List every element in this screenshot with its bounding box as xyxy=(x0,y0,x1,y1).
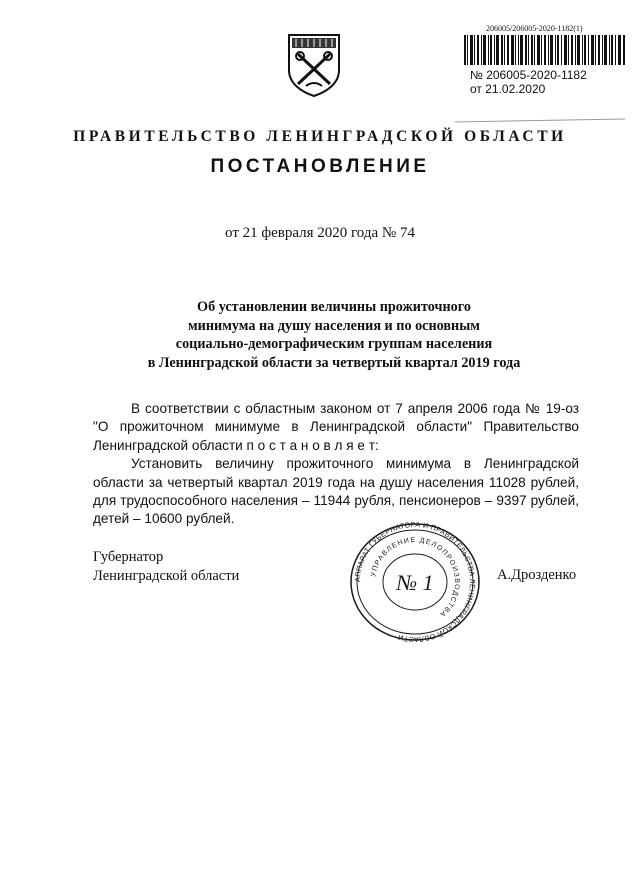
signer-position-line: Ленинградской области xyxy=(93,567,240,584)
document-date-number: от 21 февраля 2020 года № 74 xyxy=(225,225,415,241)
stamp-outer-text: АППАРАТ ГУБЕРНАТОРА И ПРАВИТЕЛЬСТВА ЛЕНИНГРАДСКОЙ ОБЛАСТИ xyxy=(352,520,478,644)
stamp-inner-text: УПРАВЛЕНИЕ ДЕЛОПРОИЗВОДСТВА xyxy=(370,536,461,619)
signer-position-line: Губернатор xyxy=(93,549,164,565)
subject-line: минимума на душу населения и по основным xyxy=(188,317,480,334)
subject-line: в Ленинградской области за четвертый квартал 2019 года xyxy=(147,354,521,371)
decision-paragraph: Установить величину прожиточного минимума в Ленинградской области за четвертый квартал 2019 года на душу населения 11028 рублей, для трудоспособного населения – 11944 рубля, пенсионеров – 9397 рублей, детей – 10600 рублей. xyxy=(93,456,579,527)
subject-line: Об установлении величины прожиточного xyxy=(197,299,471,315)
government-title: ПРАВИТЕЛЬСТВО ЛЕНИНГРАДСКОЙ ОБЛАСТИ xyxy=(73,128,567,145)
registration-date: от 21.02.2020 xyxy=(470,82,546,96)
registry-number-top: 206005/206005-2020-1182(1) xyxy=(486,24,583,33)
signer-name: А.Дрозденко xyxy=(497,567,577,583)
scan-line xyxy=(455,117,625,123)
subject-line: социально-демографическим группам населения xyxy=(175,336,493,352)
stamp-number: № 1 xyxy=(396,570,434,595)
official-stamp-icon xyxy=(340,520,490,644)
signer-position xyxy=(93,548,239,585)
preamble-paragraph: В соответствии с областным законом от 7 апреля 2006 года № 19-оз "О прожиточном минимуме в Ленинградской области" Правительство Ленинградской области п о с т а н о в л я е т: xyxy=(93,401,579,453)
coat-of-arms-icon xyxy=(286,32,342,98)
barcode-icon xyxy=(464,35,626,67)
registration-stamp xyxy=(470,68,587,96)
registration-number: № 206005-2020-1182 xyxy=(470,68,587,82)
document-body xyxy=(93,400,579,529)
document-subject xyxy=(130,298,538,372)
document-type: ПОСТАНОВЛЕНИЕ xyxy=(210,156,430,177)
